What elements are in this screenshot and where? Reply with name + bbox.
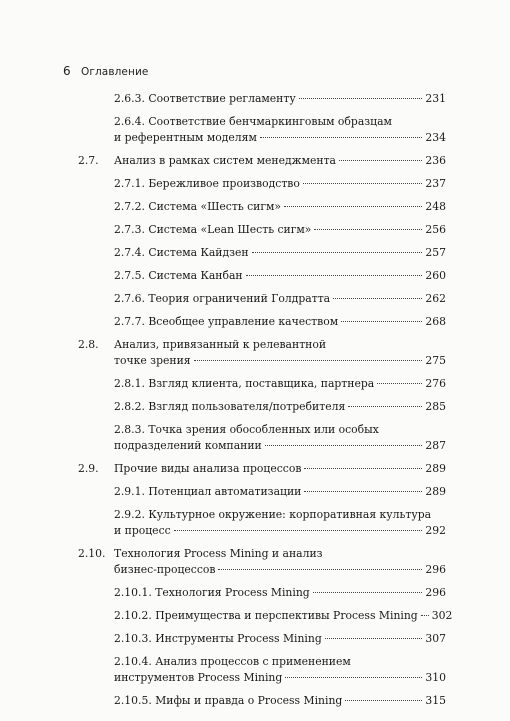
toc-entry-title: Взгляд клиента, поставщика, партнера: [148, 377, 375, 390]
toc-section-entry: [78, 546, 446, 578]
toc-entry-title: точке зрения: [114, 354, 191, 367]
toc-subsection-entry: [78, 484, 446, 500]
toc-page-number: 276: [425, 377, 446, 390]
toc-section-entry: [78, 337, 446, 369]
toc-entry-title: Взгляд пользователя/потребителя: [148, 400, 346, 413]
dot-leader: [260, 137, 423, 138]
dot-leader: [218, 569, 422, 570]
page-number: 6: [63, 64, 71, 78]
toc-entry-title: Теория ограничений Голдратта: [148, 292, 331, 305]
toc-entry-number: 2.10.1.: [114, 586, 152, 599]
toc-subsection-entry: [78, 176, 446, 192]
dot-leader: [325, 638, 423, 639]
toc-entry-title: и референтным моделям: [114, 131, 257, 144]
toc-entry-number: 2.10.4.: [114, 655, 152, 668]
toc-entry-title: инструментов Process Mining: [114, 671, 283, 684]
toc-entry-number: 2.6.4.: [114, 115, 145, 128]
toc-subsection-entry: [78, 693, 446, 709]
dot-leader: [348, 406, 422, 407]
toc-page-number: 257: [425, 246, 446, 259]
toc-page-number: 315: [425, 694, 446, 707]
toc-page-number: 310: [425, 671, 446, 684]
toc-entry-number: 2.10.2.: [114, 609, 152, 622]
toc-subsection-entry: [78, 376, 446, 392]
toc-page-number: 260: [425, 269, 446, 282]
toc-entry-number: 2.9.1.: [114, 485, 145, 498]
toc-subsection-entry: [78, 91, 446, 107]
toc-page-number: 268: [425, 315, 446, 328]
dot-leader: [313, 592, 423, 593]
toc-page-number: 302: [431, 609, 453, 622]
toc-entry-title: Бережливое производство: [148, 177, 300, 190]
toc-entry-number: 2.10.: [78, 547, 106, 560]
toc-subsection-entry: [78, 654, 446, 686]
toc-entry-number: 2.9.: [78, 462, 99, 475]
toc-subsection-entry: [78, 507, 446, 539]
toc-entry-title: Система «Lean Шесть сигм»: [148, 223, 312, 236]
toc-entry-number: 2.10.5.: [114, 694, 152, 707]
dot-leader: [299, 98, 423, 99]
dot-leader: [284, 206, 422, 207]
toc-entry-number: 2.7.5.: [114, 269, 145, 282]
toc-entry-number: 2.7.6.: [114, 292, 145, 305]
toc-subsection-entry: [78, 399, 446, 415]
toc-page-number: 256: [425, 223, 446, 236]
dot-leader: [174, 530, 423, 531]
dot-leader: [252, 252, 423, 253]
toc-entry-number: 2.8.2.: [114, 400, 145, 413]
toc-entry-number: 2.6.3.: [114, 92, 145, 105]
toc-entry-title: Анализ процессов с применением: [155, 655, 351, 668]
toc-page-number: 285: [425, 400, 446, 413]
toc-page-number: 237: [425, 177, 446, 190]
toc-entry-title: Технология Process Mining и анализ: [114, 547, 323, 560]
dot-leader: [285, 677, 422, 678]
dot-leader: [339, 160, 422, 161]
dot-leader: [304, 468, 422, 469]
dot-leader: [421, 615, 429, 616]
toc-entry-title: подразделений компании: [114, 439, 262, 452]
dot-leader: [303, 183, 423, 184]
toc-entry-title: Анализ в рамках систем менеджмента: [114, 154, 336, 167]
toc-page-number: 231: [425, 92, 446, 105]
toc-page-number: 289: [425, 485, 446, 498]
toc-subsection-entry: [78, 291, 446, 307]
toc-entry-title: Анализ, привязанный к релевантной: [114, 338, 327, 351]
toc-subsection-entry: [78, 222, 446, 238]
toc-entry-title: Культурное окружение: корпоративная культура: [148, 508, 432, 521]
toc-entry-number: 2.7.4.: [114, 246, 145, 259]
toc-entry-title: Всеобщее управление качеством: [148, 315, 339, 328]
section-title: Оглавление: [81, 66, 149, 78]
dot-leader: [246, 275, 423, 276]
toc-page-number: 289: [425, 462, 446, 475]
toc-subsection-entry: [78, 268, 446, 284]
toc-subsection-entry: [78, 608, 453, 624]
dot-leader: [194, 360, 423, 361]
toc-page-number: 236: [425, 154, 446, 167]
dot-leader: [333, 298, 422, 299]
toc-entry-number: 2.7.: [78, 154, 99, 167]
toc-entry-title: Система Кайдзен: [148, 246, 249, 259]
toc-entry-number: 2.10.3.: [114, 632, 152, 645]
toc-entry-number: 2.7.1.: [114, 177, 145, 190]
toc-entry-title: Технология Process Mining: [155, 586, 310, 599]
toc-entry-number: 2.8.3.: [114, 423, 145, 436]
toc-entry-title: Соответствие регламенту: [148, 92, 296, 105]
toc-entry-title: Соответствие бенчмаркинговым образцам: [148, 115, 392, 128]
table-of-contents: [78, 91, 453, 709]
toc-entry-title: Инструменты Process Mining: [155, 632, 322, 645]
toc-page-number: 262: [425, 292, 446, 305]
toc-section-entry: [78, 153, 446, 169]
toc-page-number: 292: [425, 524, 446, 537]
toc-entry-number: 2.7.3.: [114, 223, 145, 236]
toc-page-number: 287: [425, 439, 446, 452]
toc-entry-title: Система Канбан: [148, 269, 243, 282]
toc-entry-title: Точка зрения обособленных или особых: [148, 423, 379, 436]
toc-subsection-entry: [78, 199, 446, 215]
toc-subsection-entry: [78, 114, 446, 146]
dot-leader: [314, 229, 422, 230]
toc-entry-number: 2.7.2.: [114, 200, 145, 213]
dot-leader: [341, 321, 422, 322]
toc-page-number: 275: [425, 354, 446, 367]
toc-section-entry: [78, 461, 446, 477]
toc-entry-title: Преимущества и перспективы Process Mining: [155, 609, 418, 622]
dot-leader: [265, 445, 423, 446]
toc-entry-title: Потенциал автоматизации: [148, 485, 302, 498]
toc-subsection-entry: [78, 631, 446, 647]
toc-entry-title: бизнес-процессов: [114, 563, 216, 576]
toc-entry-number: 2.8.: [78, 338, 99, 351]
toc-entry-number: 2.9.2.: [114, 508, 145, 521]
toc-page-number: 296: [425, 586, 446, 599]
dot-leader: [345, 700, 422, 701]
toc-entry-number: 2.8.1.: [114, 377, 145, 390]
toc-subsection-entry: [78, 245, 446, 261]
toc-page-number: 307: [425, 632, 446, 645]
toc-subsection-entry: [78, 314, 446, 330]
toc-entry-title: и процесс: [114, 524, 171, 537]
toc-page-number: 248: [425, 200, 446, 213]
toc-entry-number: 2.7.7.: [114, 315, 145, 328]
toc-entry-title: Прочие виды анализа процессов: [114, 462, 302, 475]
dot-leader: [377, 383, 422, 384]
toc-subsection-entry: [78, 422, 446, 454]
dot-leader: [304, 491, 422, 492]
toc-page-number: 296: [425, 563, 446, 576]
toc-page-number: 234: [425, 131, 446, 144]
running-head: [63, 64, 148, 78]
toc-subsection-entry: [78, 585, 446, 601]
toc-entry-title: Система «Шесть сигм»: [148, 200, 282, 213]
toc-entry-title: Мифы и правда о Process Mining: [155, 694, 343, 707]
